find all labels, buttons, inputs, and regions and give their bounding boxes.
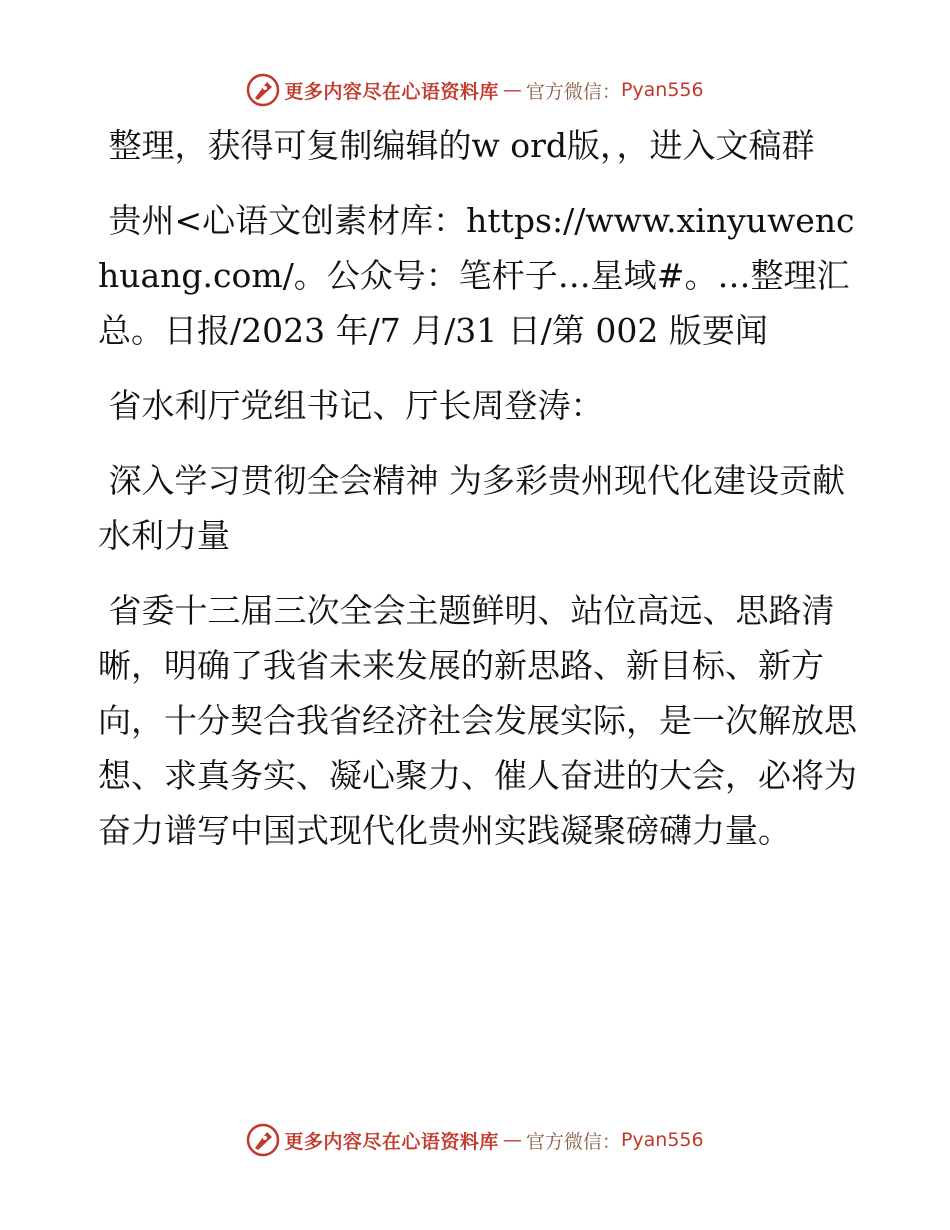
banner-separator: — xyxy=(502,1129,522,1151)
banner-main-text: 更多内容尽在心语资料库 xyxy=(284,1130,499,1153)
paragraph-body: 省委十三届三次全会主题鲜明、站位高远、思路清晰，明确了我省未来发展的新思路、新目标、新方向，十分契合我省经济社会发展实际，是一次解放思想、求真务实、凝心聚力、催人奋进的大会，必将为奋力谱写中国式现代化贵州实践凝聚磅礴力量。 xyxy=(98,591,857,850)
banner-wechat-label: 官方微信： xyxy=(525,80,621,103)
document-body xyxy=(98,118,858,878)
banner-wechat-id: Pyan556 xyxy=(620,1129,704,1151)
paragraph-author: 省水利厅党组书记、厅长周登涛： xyxy=(98,386,604,425)
paragraph-headline: 深入学习贯彻全会精神 为多彩贵州现代化建设贡献水利力量 xyxy=(98,461,845,555)
paragraph-intro: 整理，获得可复制编辑的w ord版，，进入文稿群 xyxy=(98,126,815,165)
banner-wechat-id: Pyan556 xyxy=(620,79,704,101)
header-banner xyxy=(0,70,950,110)
banner-wechat-label: 官方微信： xyxy=(525,1130,621,1153)
banner-main-text: 更多内容尽在心语资料库 xyxy=(284,80,499,103)
footer-banner xyxy=(0,1120,950,1160)
pen-nib-logo-icon xyxy=(246,1123,280,1157)
pen-nib-logo-icon xyxy=(246,73,280,107)
paragraph-source: 贵州<心语文创素材库：https://www.xinyuwenchuang.com/。公众号：笔杆子…星域#。…整理汇总。日报/2023 年/7 月/31 日/第 002 版要闻 xyxy=(98,201,855,350)
banner-separator: — xyxy=(502,79,522,101)
